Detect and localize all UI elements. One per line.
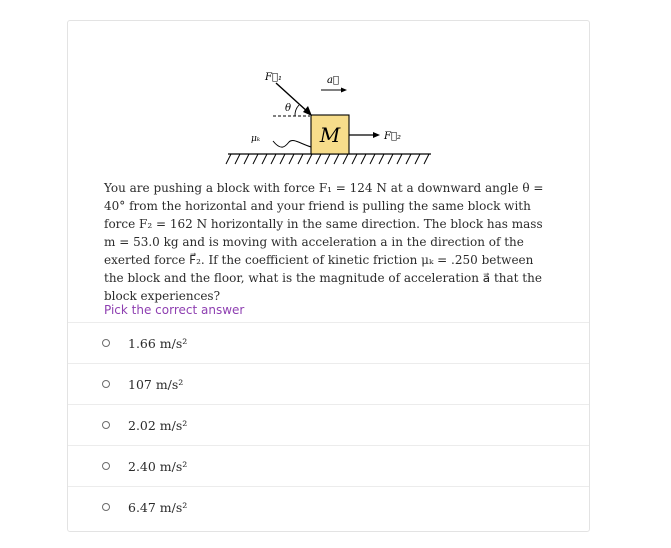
question-card bbox=[67, 20, 590, 532]
pick-answer-prompt: Pick the correct answer bbox=[104, 303, 245, 317]
theta-label: θ bbox=[285, 103, 292, 114]
friction-pointer bbox=[273, 141, 311, 148]
acceleration-label: a⃗ bbox=[327, 75, 339, 86]
answer-option[interactable] bbox=[68, 404, 589, 445]
answer-options bbox=[68, 322, 589, 527]
force-F2-arrowhead bbox=[373, 132, 380, 138]
answer-option[interactable] bbox=[68, 486, 589, 527]
block-label: M bbox=[319, 123, 341, 147]
physics-diagram bbox=[223, 43, 443, 178]
answer-option-label: 107 m/s² bbox=[128, 376, 184, 392]
force-F1-arrowhead bbox=[303, 106, 312, 116]
acceleration-arrowhead bbox=[341, 88, 347, 93]
answer-option-label: 2.02 m/s² bbox=[128, 417, 188, 433]
angle-arc bbox=[295, 105, 299, 116]
answer-option[interactable] bbox=[68, 322, 589, 363]
force-F1-label: F⃗₁ bbox=[265, 72, 282, 83]
force-F1-arrow bbox=[276, 83, 309, 113]
answer-option-label: 6.47 m/s² bbox=[128, 499, 188, 515]
radio-button[interactable] bbox=[102, 462, 110, 470]
answer-option-label: 2.40 m/s² bbox=[128, 458, 188, 474]
answer-option[interactable] bbox=[68, 363, 589, 404]
friction-coefficient-label: μₖ bbox=[251, 134, 261, 144]
radio-button[interactable] bbox=[102, 339, 110, 347]
ground-hatching bbox=[226, 154, 429, 164]
answer-option[interactable] bbox=[68, 445, 589, 486]
answer-option-label: 1.66 m/s² bbox=[128, 335, 188, 351]
radio-button[interactable] bbox=[102, 380, 110, 388]
force-F2-label: F⃗₂ bbox=[384, 131, 401, 142]
radio-button[interactable] bbox=[102, 503, 110, 511]
radio-button[interactable] bbox=[102, 421, 110, 429]
question-text: You are pushing a block with force F₁ = 124 N at a downward angle θ = 40° from the horizontal and your friend is pulling the same block with force F₂ = 162 N horizontally in the same direction. The block has mass m = 53.0 kg and is moving with acceleration a in the direction of the exerted force F⃗₂. If the coefficient of kinetic friction μₖ = .250 between the block and the floor, what is the magnitude of acceleration a⃗ that the block experiences? bbox=[104, 181, 544, 303]
